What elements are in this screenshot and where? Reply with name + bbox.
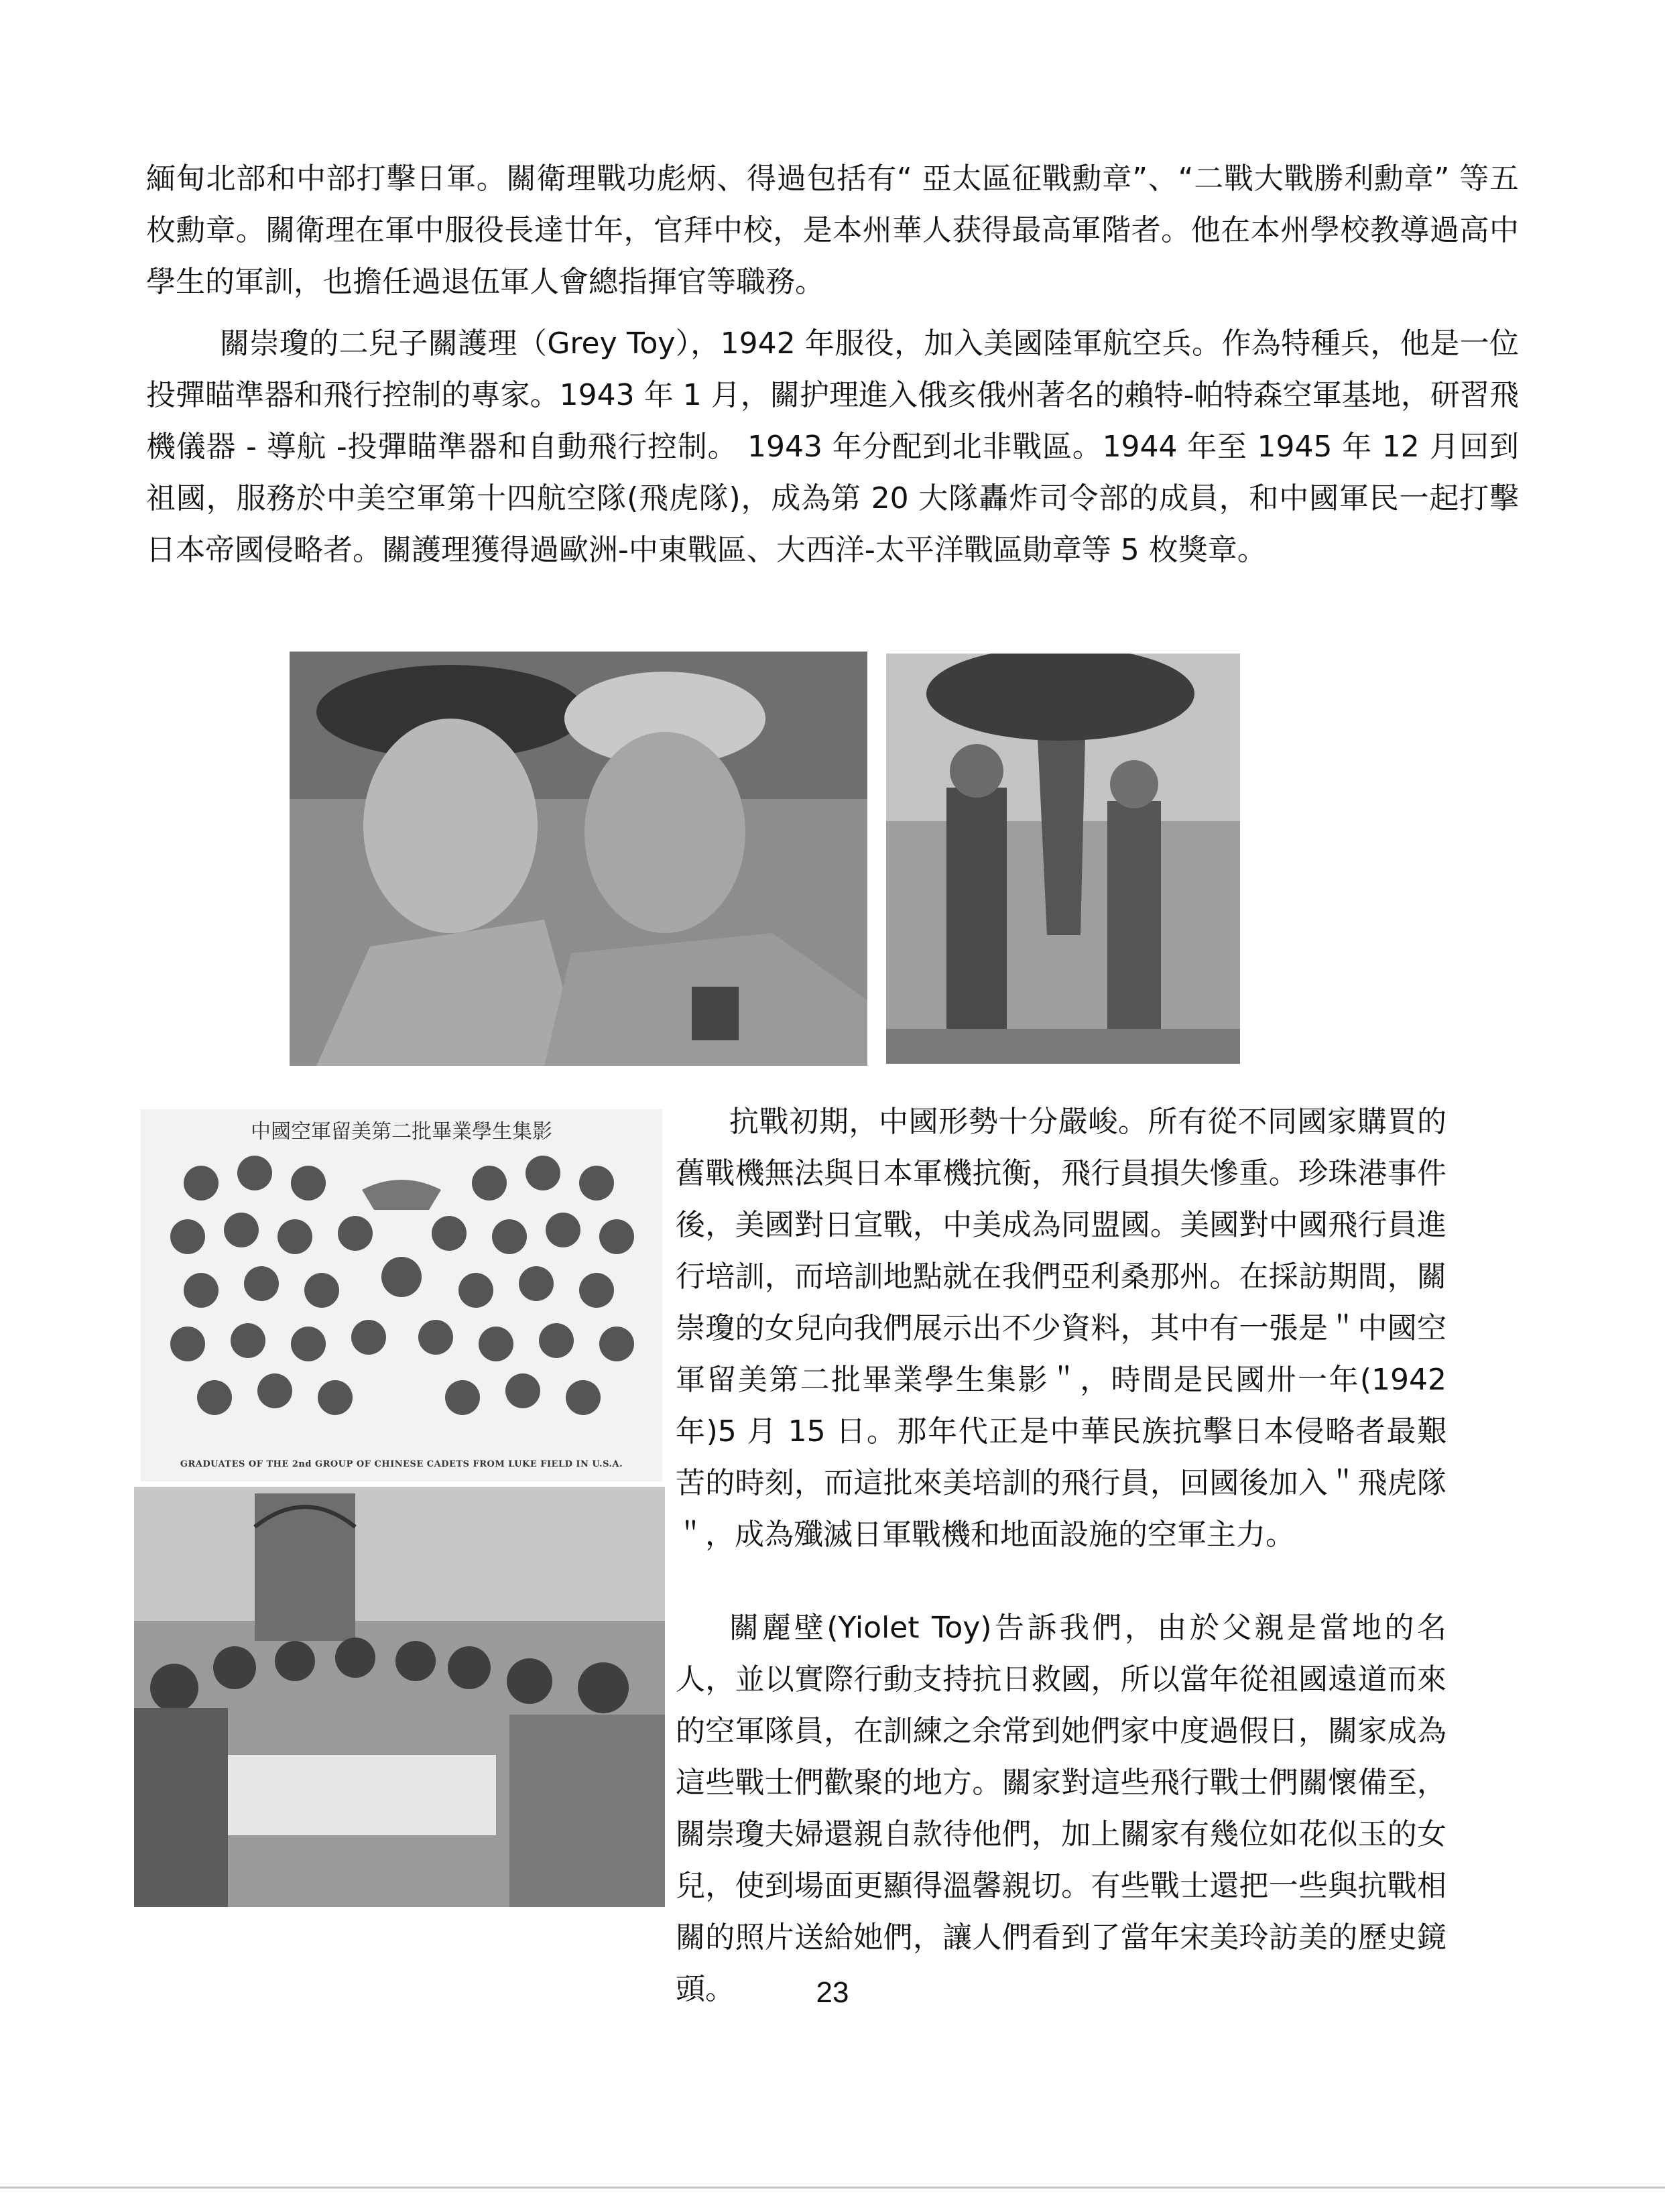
scan-edge-line bbox=[0, 2187, 1665, 2189]
graduates-photo-title: 中國空軍留美第二批畢業學生集影 bbox=[251, 1120, 552, 1144]
paragraph-3: 抗戰初期，中國形勢十分嚴峻。所有從不同國家購買的舊戰機無法與日本軍機抗衡，飛行員損失慘重。珍珠港事件後，美國對日宣戰，中美成為同盟國。美國對中國飛行員進行培訓，而培訓地點就在我們亞利桑那州。在採訪期間，關崇瓊的女兒向我們展示出不少資料，其中有一張是＂中國空軍留美第二批畢業學生集影＂，時間是民國卅一年(1942 年)5 月 15 日。那年代正是中華民族抗擊日本侵略者最艱苦的時刻，而這批來美培訓的飛行員，回國後加入＂飛虎隊＂，成為殲滅日軍戰機和地面設施的空軍主力。 bbox=[676, 1105, 1446, 1552]
paragraph-1: 緬甸北部和中部打擊日軍。關衛理戰功彪炳、得過包括有“ 亞太區征戰勳章”、“二戰大戰勝利勳章” 等五枚勳章。關衛理在軍中服役長達廿年，官拜中校，是本州華人获得最高軍階者。他在本州學校教導過高中學生的軍訓，也擔任過退伍軍人會總指揮官等職務。 bbox=[146, 162, 1519, 299]
paragraph-4: 關麗壁(Yiolet Toy)告訴我們，由於父親是當地的名人，並以實際行動支持抗日救國，所以當年從祖國遠道而來的空軍隊員，在訓練之余常到她們家中度過假日，關家成為這些戰士們歡聚的地方。關家對這些飛行戰士們關懷備至，關崇瓊夫婦還親自款待他們，加上關家有幾位如花似玉的女兒，使到場面更顯得溫馨親切。有些戰士還把一些與抗戰相關的照片送給她們，讓人們看到了當年宋美玲訪美的歷史鏡頭。 bbox=[676, 1611, 1446, 2006]
page-number: 23 bbox=[816, 1976, 849, 2009]
paragraph-2: 關崇瓊的二兒子關護理（Grey Toy），1942 年服役，加入美國陸軍航空兵。作為特種兵，他是一位投彈瞄準器和飛行控制的專家。1943 年 1 月，關护理進入俄亥俄州著名的賴特-帕特森空軍基地，研習飛機儀器 - 導航 -投彈瞄準器和自動飛行控制。 1943 年分配到北非戰區。1944 年至 1945 年 12 月回到祖國，服務於中美空軍第十四航空隊(飛虎隊)，成為第 20 大隊轟炸司令部的成員，和中國軍民一起打擊日本帝國侵略者。關護理獲得過歐洲-中東戰區、大西洋-太平洋戰區勛章等 5 枚獎章。 bbox=[146, 326, 1519, 567]
photo-two-soldiers-portrait bbox=[290, 652, 867, 1066]
photo-dinner-gathering bbox=[134, 1487, 665, 1907]
photo-graduates-collage bbox=[141, 1109, 662, 1481]
graduates-photo-caption: GRADUATES OF THE 2nd GROUP OF CHINESE CADETS FROM LUKE FIELD IN U.S.A. bbox=[180, 1459, 623, 1469]
photo-soldiers-by-palm-tree bbox=[886, 654, 1240, 1064]
